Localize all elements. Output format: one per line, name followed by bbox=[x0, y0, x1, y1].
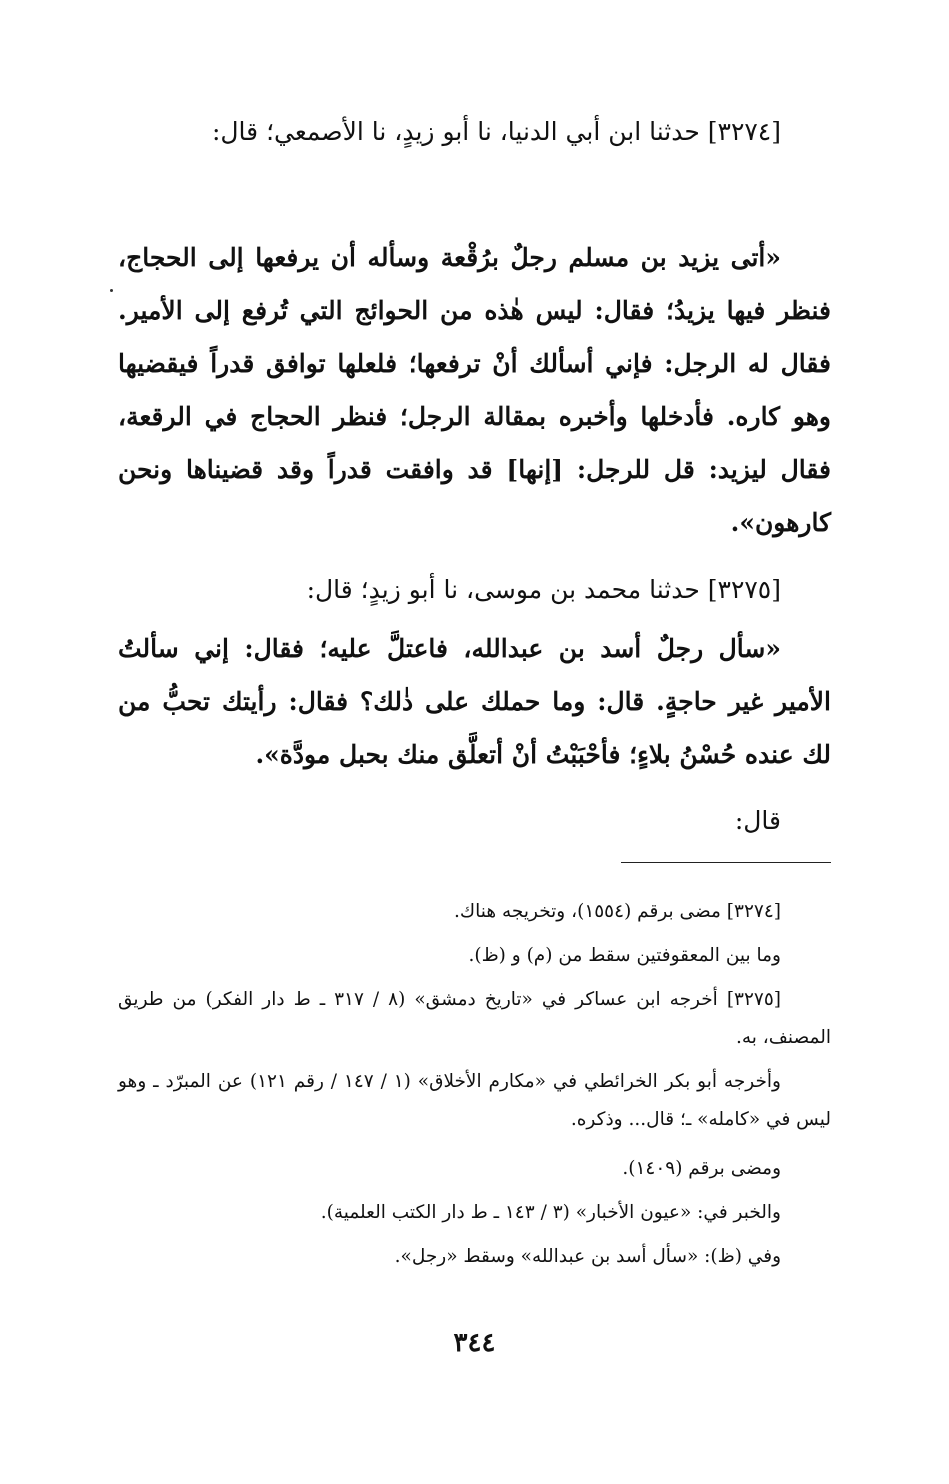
trailing-qala: قال: bbox=[734, 806, 781, 835]
footnote-3275-a: [٣٢٧٥] أخرجه ابن عساكر في «تاريخ دمشق» (٨ / ٣١٧ ـ ط دار الفكر) من طريق المصنف، به. bbox=[118, 989, 831, 1048]
narration-3275-text: «سأل رجلٌ أسد بن عبدالله، فاعتلَّ عليه؛ فقال: إني سألتُ الأمير غير حاجةٍ. قال: وما حملك على ذٰلك؟ فقال: رأيتك تحبُّ من لك عنده حُسْنُ بلاءٍ؛ فأحْبَبْتُ أنْ أتعلَّق منك بحبل مودَّة». bbox=[118, 634, 831, 769]
footnote-separator bbox=[621, 862, 831, 863]
narration-3274-text: «أتى يزيد بن مسلم رجلٌ برُقْعة وسأله أن يرفعها إلى الحجاج، فنظر فيها يزيدُ؛ فقال: ليس هٰذه من الحوائج التي تُرفع إلى الأمير. فقال له الرجل: فإني أسألك أنْ ترفعها؛ فلعلها توافق قدراً فيقضيها وهو كاره. فأدخلها وأخبره بمقالة الرجل؛ فنظر الحجاج في الرقعة، فقال ليزيد: قل للرجل: [إنها] قد وافقت قدراً وقد قضيناها ونحن كارهون». bbox=[118, 243, 831, 537]
footnote-3274-a: [٣٢٧٤] مضى برقم (١٥٥٤)، وتخريجه هناك. bbox=[454, 901, 781, 922]
footnote-3274-b: وما بين المعقوفتين سقط من (م) و (ظ). bbox=[468, 945, 781, 966]
stray-dot bbox=[110, 289, 113, 292]
footnote-3275-d: والخبر في: «عيون الأخبار» (٣ / ١٤٣ ـ ط دار الكتب العلمية). bbox=[320, 1202, 781, 1223]
page-number: ٣٤٤ bbox=[453, 1328, 496, 1358]
narration-3274-isnad: [٣٢٧٤] حدثنا ابن أبي الدنيا، نا أبو زيدٍ، نا الأصمعي؛ قال: bbox=[211, 117, 781, 146]
footnote-3275-b: وأخرجه أبو بكر الخرائطي في «مكارم الأخلاق» (١ / ١٤٧ / رقم ١٢١) عن المبرّد ـ وهو ليس في «كامله» ـ؛ قال... وذكره. bbox=[118, 1071, 831, 1130]
footnote-3275-e: وفي (ظ): «سأل أسد بن عبدالله» وسقط «رجل». bbox=[394, 1246, 781, 1267]
narration-3275-isnad: [٣٢٧٥] حدثنا محمد بن موسى، نا أبو زيدٍ؛ قال: bbox=[306, 575, 781, 604]
footnote-3275-c: ومضى برقم (١٤٠٩). bbox=[622, 1158, 781, 1179]
